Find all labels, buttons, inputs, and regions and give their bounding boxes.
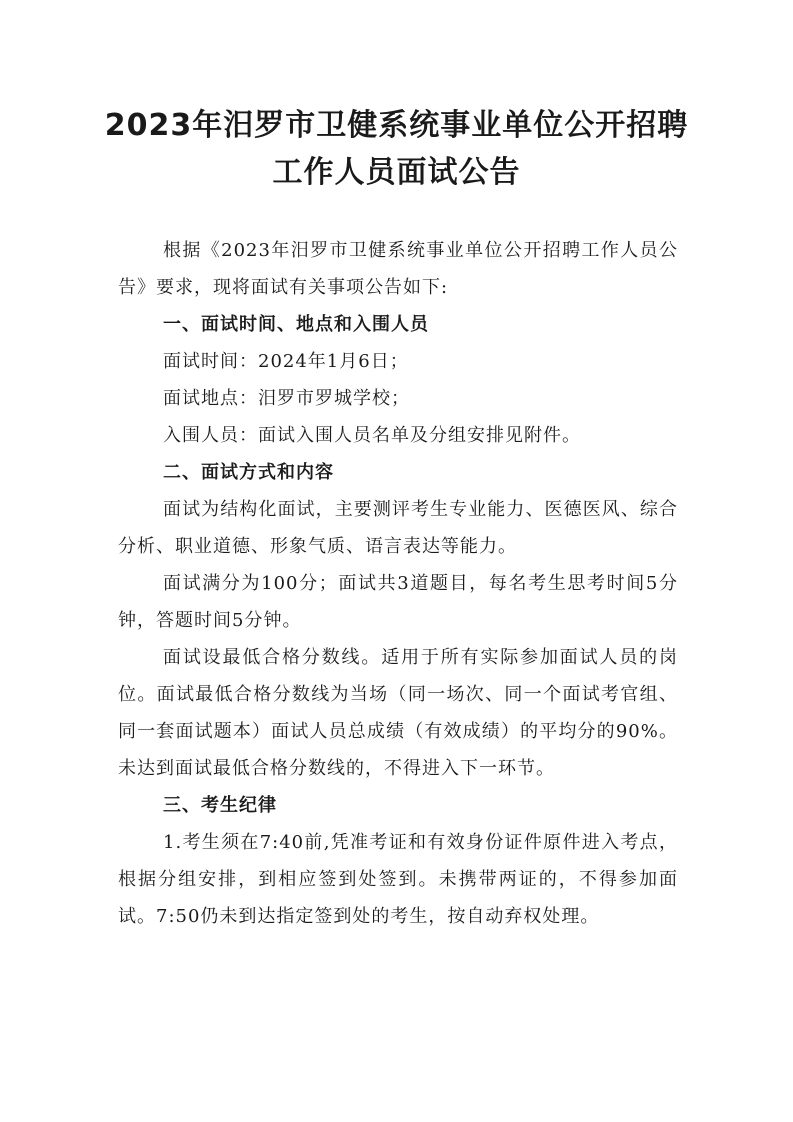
section-1-heading: 一、面试时间、地点和入围人员 (163, 314, 429, 335)
document-title-line-1: 2023年汨罗市卫健系统事业单位公开招聘 (104, 108, 689, 143)
discipline-rule-1: 1.考生须在7:40前,凭准考证和有效身份证件原件进入考点，根据分组安排，到相应签到处签到。未携带两证的，不得参加面试。7:50仍未到达指定签到处的考生，按自动弃权处理。 (118, 832, 678, 927)
section-2-heading: 二、面试方式和内容 (163, 462, 334, 483)
section-3-heading: 三、考生纪律 (163, 795, 277, 816)
interview-scoring: 面试满分为100分；面试共3道题目，每名考生思考时间5分钟，答题时间5分钟。 (118, 573, 678, 631)
shortlisted-candidates: 入围人员：面试入围人员名单及分组安排见附件。 (163, 425, 581, 446)
interview-format: 面试为结构化面试，主要测评考生专业能力、医德医风、综合分析、职业道德、形象气质、语言表达等能力。 (118, 499, 678, 557)
document-body (118, 232, 678, 935)
minimum-passing-score: 面试设最低合格分数线。适用于所有实际参加面试人员的岗位。面试最低合格分数线为当场（同一场次、同一个面试考官组、同一套面试题本）面试人员总成绩（有效成绩）的平均分的90%。未达到面试最低合格分数线的，不得进入下一环节。 (118, 647, 678, 779)
interview-location: 面试地点：汨罗市罗城学校； (163, 388, 410, 409)
interview-time: 面试时间：2024年1月6日； (163, 351, 409, 372)
document-title-line-2: 工作人员面试公告 (272, 155, 521, 190)
intro-paragraph: 根据《2023年汨罗市卫健系统事业单位公开招聘工作人员公告》要求，现将面试有关事项公告如下: (118, 240, 678, 298)
